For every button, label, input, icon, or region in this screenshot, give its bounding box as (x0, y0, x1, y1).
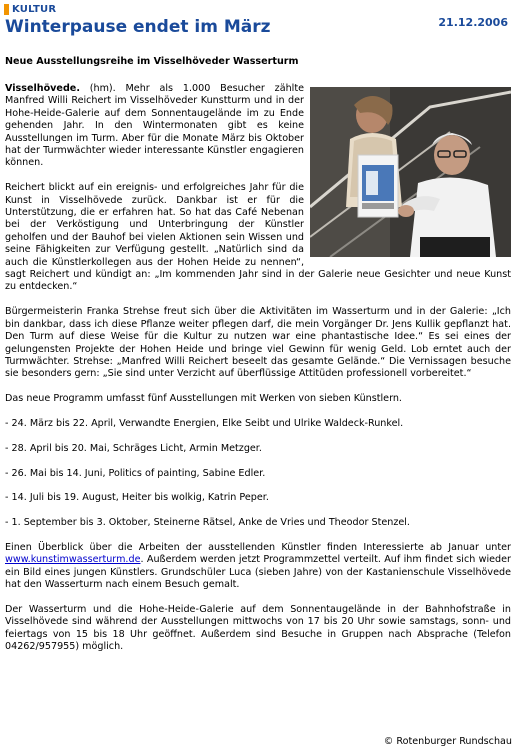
paragraph-2: Reichert blickt auf ein ereignis- und erfolgreiches Jahr für die Kunst in Visselhövede zurück. Dankbar ist er für die Unterstützung, die er erfahren hat. So hat das Café Nebenan bei der Verköstigung und Unterbringung der Künstler geholfen und der Bauhof bei vielen Aktionen sein Wissen und seine Fähigkeiten zur Verfügung gestellt. „Natürlich sind da auch die Künstlerkollegen aus der Hohen Heide zu nennen“, sagt Reichert und kündigt an: „Im kommenden Jahr sind in der Galerie neue Gesichter und neue Kunst zu entdecken.“ (5, 182, 511, 293)
program-item: - 26. Mai bis 14. Juni, Politics of painting, Sabine Edler. (5, 467, 266, 479)
lead-text: (hm). Mehr als 1.000 Besucher zählte Manfred Willi Reichert im Visselhöveder Kunstturm und in der Hohe-Heide-Galerie auf dem Sonnentaugelände im zu Ende gehenden Jahr. In den Wintermonaten gibt es keine Ausstellungen im Turm. Aber für die Monate März bis Oktober hat der Turmwächter wieder interessante Künstler engagieren können. (5, 83, 304, 169)
kicker-marker (4, 4, 9, 15)
p5-text-before: Einen Überblick über die Arbeiten der ausstellenden Künstler finden Interessierte ab Januar unter (5, 541, 511, 553)
p5-text-after: . Außerdem werden jetzt Programmzettel verteilt. Auf ihm findet sich wieder ein Bild eines jungen Künstlers. Grundschüler Luca (sieben Jahre) von der Kastanienschule Visselhövede hat den Wasserturm nach einem Besuch gemalt. (5, 554, 511, 591)
program-item: - 28. April bis 20. Mai, Schräges Licht, Armin Metzger. (5, 442, 262, 454)
article-body (5, 83, 511, 666)
paragraph-3: Bürgermeisterin Franka Strehse freut sich über die Aktivitäten im Wasserturm und in der Galerie: „Ich bin dankbar, dass ich diese Pflanze weiter pflegen darf, die mein Vorgänger Dr. Jens Kullik gepflanzt hat. Den Turm auf diese Weise für die Kultur zu nutzen war eine phantastische Idee.“ Es sei eines der gelungensten Projekte der Hohen Heide und bringe viel Gewinn für wenig Geld. Lob erntet auch der Turmwächter. Strehse: „Manfred Willi Reichert beseelt das gesamte Gelände.“ Die Vernissagen besuche sie besonders gern: „Sie sind unter Verzicht auf überflüssige Attitüden professionell vorbereitet.“ (5, 306, 511, 380)
article-date: 21.12.2006 (438, 16, 508, 29)
kicker-label: KULTUR (12, 4, 57, 15)
paragraph-4: Das neue Programm umfasst fünf Ausstellungen mit Werken von sieben Künstlern. (5, 393, 402, 405)
section-kicker (4, 4, 56, 15)
paragraph-5 (5, 542, 511, 592)
website-link[interactable]: www.kunstimwasserturm.de (5, 554, 141, 566)
article-subheadline: Neue Ausstellungsreihe im Visselhöveder Wasserturm (5, 56, 299, 67)
photo-illustration (310, 87, 511, 257)
program-item: - 14. Juli bis 19. August, Heiter bis wolkig, Katrin Peper. (5, 492, 269, 504)
dateline: Visselhövede. (5, 83, 80, 94)
article-title: Winterpause endet im März (5, 17, 271, 37)
paragraph-6: Der Wasserturm und die Hohe-Heide-Galerie auf dem Sonnentaugelände in der Bahnhofstraße in Visselhövede sind während der Ausstellungen mittwochs von 17 bis 20 Uhr sowie samstags, sonn- und feiertags von 15 bis 18 Uhr geöffnet. Außerdem sind Besuche in Gruppen nach Absprache (Telefon 04262/957955) möglich. (5, 603, 511, 653)
copyright-credit: © Rotenburger Rundschau (383, 736, 512, 747)
article-photo (310, 87, 511, 257)
program-item: - 1. September bis 3. Oktober, Steinerne Rätsel, Anke de Vries und Theodor Stenzel. (5, 517, 410, 529)
program-item: - 24. März bis 22. April, Verwandte Energien, Elke Seibt und Ulrike Waldeck-Runkel. (5, 417, 404, 429)
